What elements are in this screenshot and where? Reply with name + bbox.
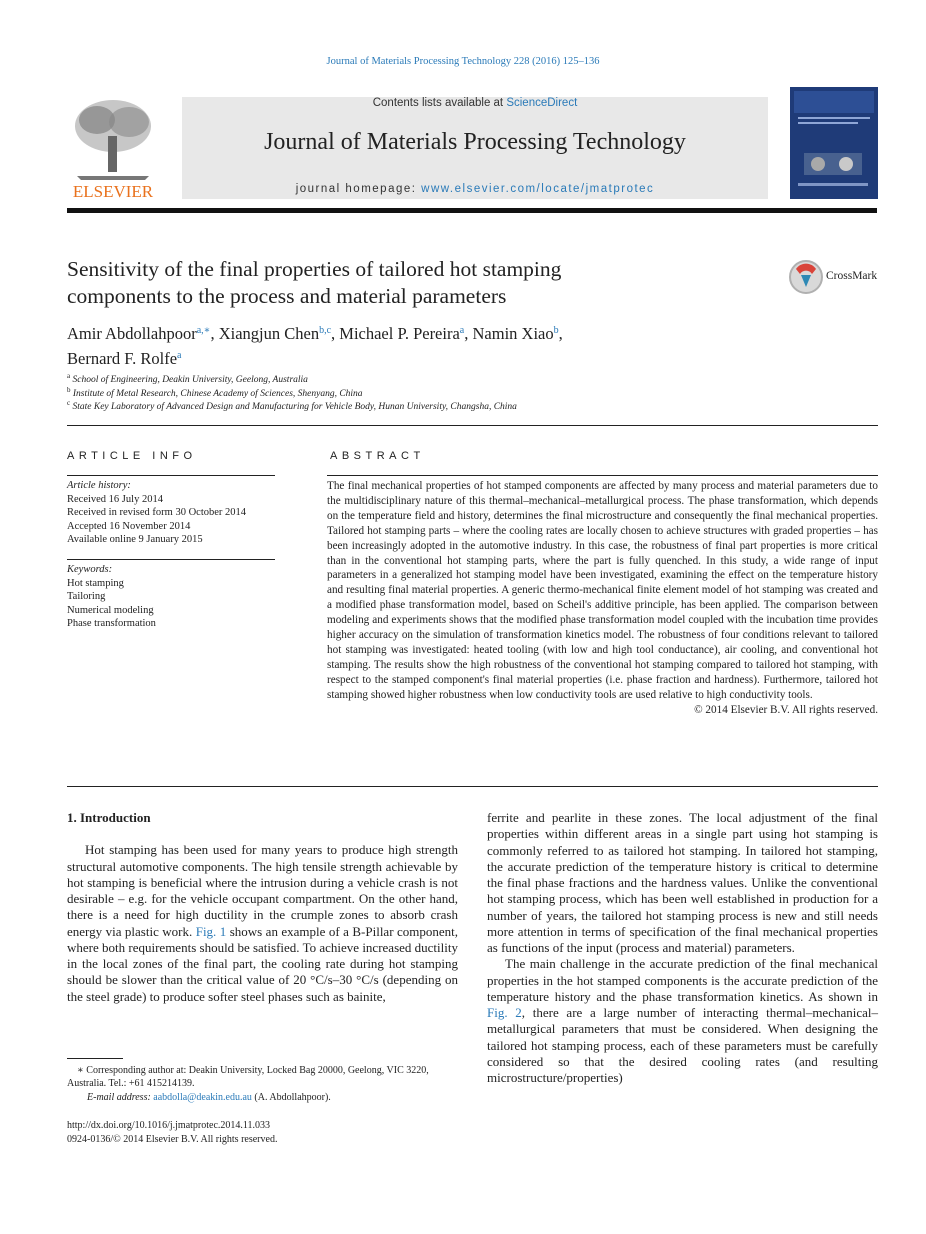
keyword: Hot stamping xyxy=(67,577,124,589)
crossmark-badge[interactable] xyxy=(788,259,880,293)
keyword: Phase transformation xyxy=(67,618,156,629)
history-item: Accepted 16 November 2014 xyxy=(67,520,191,532)
history-item: Received 16 July 2014 xyxy=(67,493,163,505)
header-divider xyxy=(67,208,877,213)
author[interactable]: Bernard F. Rolfe$^a$ xyxy=(67,349,182,368)
crossmark-label: CrossMark xyxy=(826,270,878,282)
author[interactable]: Amir Abdollahpoor$^{a,∗}$ xyxy=(67,324,211,343)
article-info-heading: ARTICLE INFO xyxy=(67,450,197,462)
keyword: Tailoring xyxy=(67,591,106,602)
abstract-text: The final mechanical properties of hot stamped components are affected by many process and material parameters due to the multidisciplinary nature of this thermal–mechanical–metallurgical process. The phase transformation, which depends on the temperature field and history, determines the final microstructure and consequently the final mechanical properties. Tailored hot stamping parts – where the cooling rates are locally chosen to achieve structures with graded properties – has been increasingly adopted in the automotive industry. In this case, the robustness of final part properties is more critical than in the conventional hot stamping parts, where the part is fully quenched. In this study, a wide range of input parameters in a generalized hot stamping model have been investigated, examining the effect on the temperature history and resulting final material properties. A generic thermo-mechanical finite element model of hot stamping was created and a modified phase transformation model, based on Scheil's additive principle, has been applied. The comparison between modeling and experiments shows that the modified phase transformation model coupled with the incubation time provides higher accuracy on the simulation of transformation kinetics model. The robustness of four conditions relevant to tailored hot stamping was investigated: heated tooling (with low and high tool conductance), air cooling, and conventional hot stamping. The results show the high robustness of the conventional hot stamping compared to tailored hot stamping, with respect to the stamped component's final material properties (i.e. phase fraction and hardness). Furthermore, tailored hot stamping showed higher robustness when low conductivity tools are used relative to high conductivity tools. xyxy=(327,480,878,701)
paragraph: The main challenge in the accurate prediction of the final mechanical properties in the hot stamped components is the accurate prediction of the temperature history and the phase transformation kinetics. As shown in Fig. 2, there are a large number of interacting thermal–mechanical–metallurgical parameters that must be considered. When designing the tailored hot stamping process, each of these parameters must be carefully considered so that the desired cooling rates (and resulting microstructure/properties) xyxy=(487,956,878,1085)
article-title: Sensitivity of the final properties of tailored hot stamping components to the process and material parameters xyxy=(67,257,562,308)
corresponding-author-note: ∗ Corresponding author at: Deakin University, Locked Bag 20000, Geelong, VIC 3220, Australia. Tel.: +61 415214139. xyxy=(67,1065,429,1090)
paragraph: Hot stamping has been used for many years to produce high strength structural automotive components. The high tensile strength achievable by hot stamping is beneficial where the intrusion during a vehicle crash is not desirable – e.g. for the vehicle occupant compartment. On the other hand, there is a need for high ductility in the crumple zones to absorb crash energy via plastic work. Fig. 1 shows an example of a B-Pillar component, where both requirements should be satisfied. To achieve increased ductility in the local zones of the final part, the cooling rate during hot stamping should be slower than the critical value of 20 °C/s–30 °C/s (depending on the steel grade) to produce softer steel phases such as bainite, xyxy=(67,842,458,1004)
keywords-divider xyxy=(67,559,275,560)
journal-citation[interactable]: Journal of Materials Processing Technology 228 (2016) 125–136 xyxy=(326,56,600,67)
section-divider xyxy=(67,425,878,426)
abstract-copyright: © 2014 Elsevier B.V. All rights reserved. xyxy=(694,703,878,716)
elsevier-wordmark: ELSEVIER xyxy=(72,182,154,200)
journal-banner xyxy=(182,97,768,199)
journal-homepage: journal homepage: www.elsevier.com/locate/jmatprotec xyxy=(295,183,655,195)
crossmark-icon xyxy=(788,259,824,295)
author-list: Amir Abdollahpoor$^{a,∗}$, Xiangjun Chen$^{b,c}$, Michael P. Pereira$^a$, Namin Xiao$^b$, Bernard F. Rolfe$^a$ xyxy=(67,324,563,368)
left-column xyxy=(67,810,458,1005)
journal-cover-image xyxy=(790,87,878,199)
homepage-link[interactable]: www.elsevier.com/locate/jmatprotec xyxy=(421,183,655,195)
contents-line: Contents lists available at ScienceDirect xyxy=(372,97,578,109)
keywords: Keywords: Hot stamping Tailoring Numerical modeling Phase transformation xyxy=(67,563,277,631)
history-item: Available online 9 January 2015 xyxy=(67,534,203,545)
elsevier-logo xyxy=(67,96,159,200)
paragraph: ferrite and pearlite in these zones. The local adjustment of the final properties within different areas in a single part using hot stamping is commonly referred to as tailored hot stamping. In tailored hot stamping, the accurate prediction of the temperature history is critical to determine the final phase fractions and the hardness values. Unlike the conventional hot stamping process, which has been well established in production for a number of years, the tailored hot stamping process is new and still needs more attention in terms of specification of the final mechanical properties as functions of the input (process and material) parameters. xyxy=(487,810,878,955)
sciencedirect-link[interactable]: ScienceDirect xyxy=(506,97,578,109)
journal-title: Journal of Materials Processing Technology xyxy=(264,129,686,155)
affiliation: $^c$ State Key Laboratory of Advanced Design and Manufacturing for Vehicle Body, Hunan University, Changsha, China xyxy=(67,399,517,413)
email-link[interactable]: aabdolla@deakin.edu.au xyxy=(153,1092,252,1103)
article-history: Article history: Received 16 July 2014 Received in revised form 30 October 2014 Accepted 16 November 2014 Available online 9 January 2015 xyxy=(67,479,277,547)
issn-line: 0924-0136/© 2014 Elsevier B.V. All rights reserved. xyxy=(67,1134,278,1145)
section-heading: 1. Introduction xyxy=(67,810,151,825)
elsevier-tree-icon xyxy=(67,96,159,200)
affiliation: $^a$ School of Engineering, Deakin University, Geelong, Australia xyxy=(67,372,308,386)
journal-cover-thumbnail[interactable] xyxy=(790,87,878,199)
author[interactable]: Xiangjun Chen$^{b,c}$ xyxy=(218,324,332,343)
keyword: Numerical modeling xyxy=(67,604,154,616)
right-column xyxy=(487,810,878,1086)
abstract-body xyxy=(327,479,878,718)
body-divider xyxy=(67,786,878,787)
figure-link[interactable]: Fig. 2 xyxy=(487,1005,522,1020)
abstract-heading: ABSTRACT xyxy=(330,450,425,462)
history-item: Received in revised form 30 October 2014 xyxy=(67,507,247,518)
affiliation: $^b$ Institute of Metal Research, Chinese Academy of Sciences, Shenyang, China xyxy=(67,386,363,400)
article-info-divider xyxy=(67,475,275,476)
email-note: E-mail address: aabdolla@deakin.edu.au (A. Abdollahpoor). xyxy=(87,1092,331,1103)
footnote-divider xyxy=(67,1058,123,1059)
author[interactable]: Namin Xiao$^b$ xyxy=(472,324,559,343)
abstract-divider xyxy=(327,475,878,476)
author[interactable]: Michael P. Pereira$^a$ xyxy=(339,324,465,343)
figure-link[interactable]: Fig. 1 xyxy=(195,923,227,939)
doi-link[interactable]: http://dx.doi.org/10.1016/j.jmatprotec.2014.11.033 xyxy=(67,1120,271,1131)
